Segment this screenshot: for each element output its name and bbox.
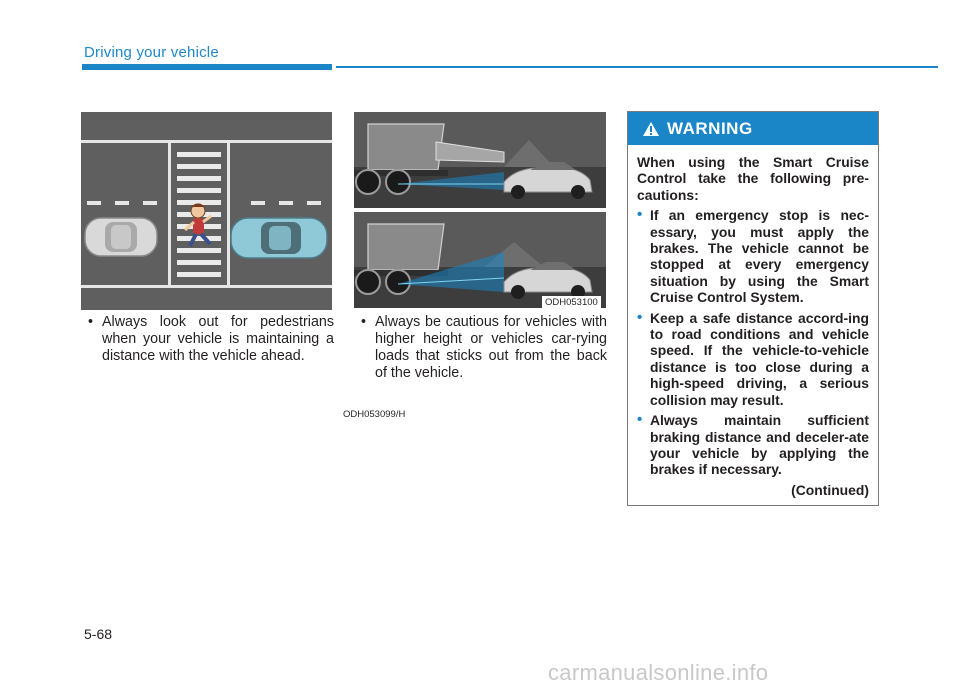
bullet-pedestrians xyxy=(88,314,334,365)
truck-load-illustration-top xyxy=(354,112,606,208)
bullet-text: Always be cautious for vehicles with higher height or vehicles car-rying loads that sticks out from the back of the vehicle. xyxy=(375,314,607,381)
figure-code: ODH053100 xyxy=(542,296,601,309)
warning-box xyxy=(627,111,879,506)
warning-item-text: Keep a safe distance accord-ing to road conditions and vehicle speed. If the vehicle-to-vehicle distance is too close during a high-speed driving, a serious collision may result. xyxy=(650,309,869,408)
white-car-icon xyxy=(85,218,157,256)
header-rule-thin xyxy=(336,66,938,68)
watermark: carmanualsonline.info xyxy=(548,660,769,685)
warning-header xyxy=(628,112,878,145)
blue-car-icon xyxy=(231,218,327,258)
warning-triangle-icon xyxy=(642,121,660,137)
header-rule-thick xyxy=(82,64,332,70)
bullet-vehicles-loads xyxy=(361,314,607,382)
figure-code: ODH053099/H xyxy=(340,408,408,421)
bullet-icon: • xyxy=(637,308,643,326)
warning-item xyxy=(637,412,869,478)
bullet-icon: • xyxy=(637,206,643,224)
bullet-mark: • xyxy=(361,314,367,330)
warning-item xyxy=(637,207,869,305)
bullet-text: Always look out for pedestrians when your vehicle is maintaining a distance with the vehicle ahead. xyxy=(102,314,334,364)
bullet-mark: • xyxy=(88,314,94,330)
warning-continued: (Continued) xyxy=(791,481,869,498)
warning-title: WARNING xyxy=(667,118,753,138)
warning-item-text: If an emergency stop is nec-essary, you must apply the brakes. The vehicle cannot be stopped at every emergency situation by using the Smart Cruise Control System. xyxy=(650,207,869,306)
warning-item xyxy=(637,310,869,408)
bullet-icon: • xyxy=(637,411,643,429)
section-title: Driving your vehicle xyxy=(84,44,219,61)
warning-intro: When using the Smart Cruise Control take the following pre-cautions: xyxy=(637,154,869,203)
page-number: 5-68 xyxy=(84,626,113,642)
warning-item-text: Always maintain sufficient braking distance and deceler-ate your vehicle by applying the brakes if necessary. xyxy=(650,412,869,478)
warning-body xyxy=(628,145,878,498)
truck-load-illustration-bottom xyxy=(354,212,606,308)
